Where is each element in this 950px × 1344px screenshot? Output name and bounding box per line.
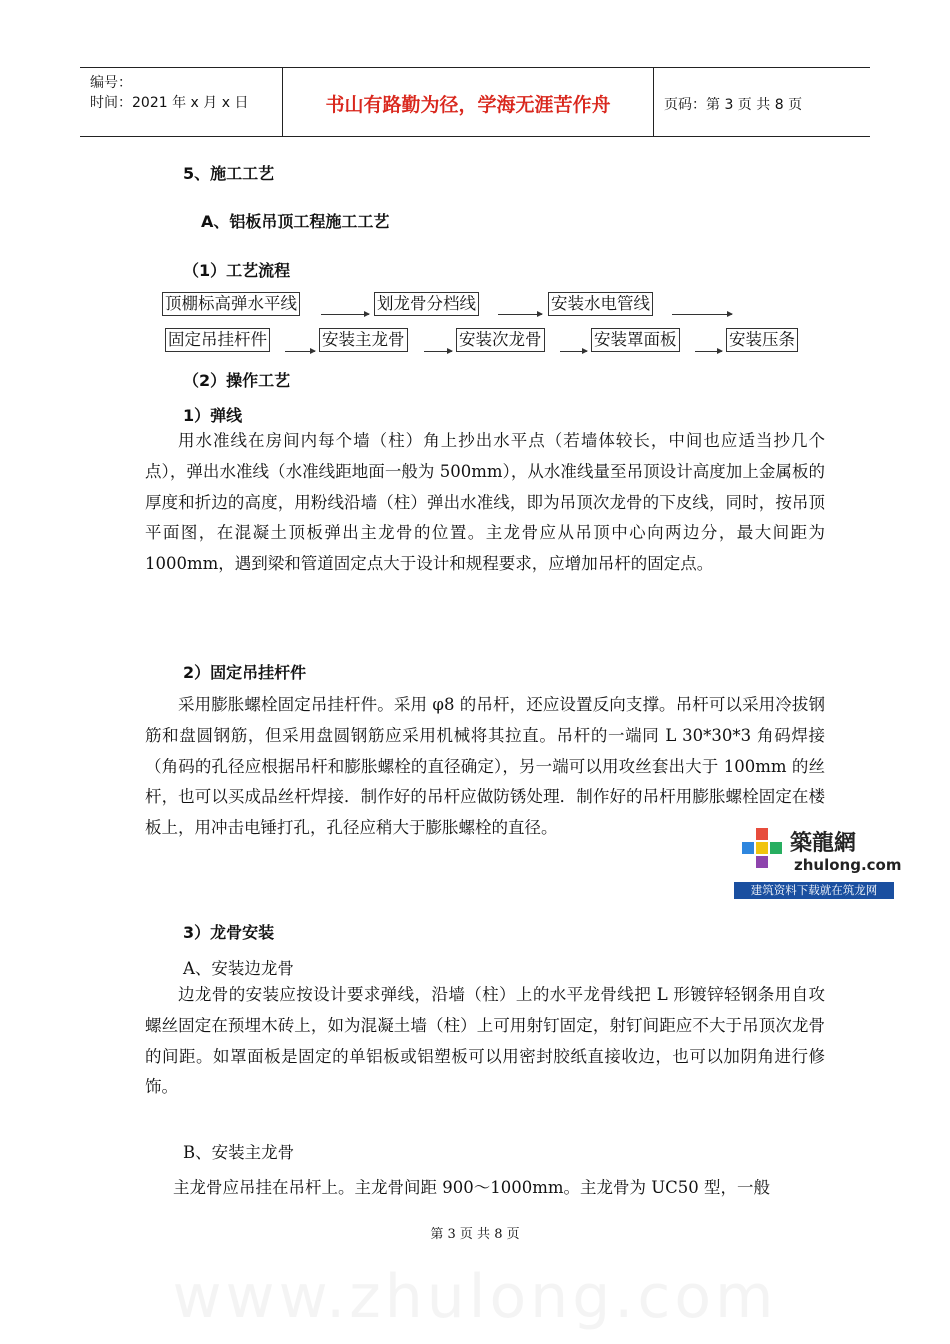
zhulong-logo bbox=[734, 822, 902, 900]
flow-step-4: 固定吊挂杆件 bbox=[165, 328, 270, 352]
step-heading-1: 1）弹线 bbox=[183, 406, 243, 425]
header-page-label: 页码：第 3 页 共 8 页 bbox=[664, 97, 803, 113]
flow-arrow bbox=[672, 314, 732, 315]
flow-heading: （1）工艺流程 bbox=[183, 261, 291, 280]
flow-arrow bbox=[560, 351, 587, 352]
document-header bbox=[80, 67, 870, 137]
header-meta-cell bbox=[80, 68, 283, 136]
flow-arrow bbox=[321, 314, 369, 315]
step-heading-3: 3）龙骨安装 bbox=[183, 923, 275, 942]
header-page-cell bbox=[654, 68, 870, 136]
section-heading: 5、施工工艺 bbox=[183, 164, 275, 183]
sub-heading-b: B、安装主龙骨 bbox=[183, 1143, 295, 1162]
subsection-heading: A、铝板吊顶工程施工工艺 bbox=[201, 212, 390, 231]
flow-step-8: 安装压条 bbox=[726, 328, 798, 352]
paragraph-2: 采用膨胀螺栓固定吊挂杆件。采用 φ8 的吊杆，还应设置反向支撑。吊杆可以采用冷拔钢筋和盘圆钢筋，但采用盘圆钢筋应采用机械将其拉直。吊杆的一端同 L 30*30*3 角码焊接（角码的孔径应根据吊杆和膨胀螺栓的直径确定），另一端可以用攻丝套出大于 100mm 的丝杆，也可以买成品丝杆焊接．制作好的吊杆应做防锈处理．制作好的吊杆用膨胀螺栓固定在楼板上，用冲击电锤打孔，孔径应稍大于膨胀螺栓的直径。 bbox=[145, 695, 825, 838]
header-motto: 书山有路勤为径，学海无涯苦作舟 bbox=[325, 94, 611, 116]
logo-cross-icon bbox=[734, 822, 790, 880]
flow-step-3: 安装水电管线 bbox=[548, 292, 653, 316]
watermark: www.zhulong.com bbox=[172, 1262, 778, 1332]
flow-arrow bbox=[695, 351, 722, 352]
flow-arrow bbox=[498, 314, 542, 315]
flow-step-1: 顶棚标高弹水平线 bbox=[162, 292, 300, 316]
flow-arrow bbox=[424, 351, 452, 352]
sub-heading-a: A、安装边龙骨 bbox=[183, 959, 294, 978]
paragraph-1: 用水准线在房间内每个墙（柱）角上抄出水平点（若墙体较长，中间也应适当抄几个点），弹出水准线（水准线距地面一般为 500mm），从水准线量至吊顶设计高度加上金属板的厚度和折边的高度，用粉线沿墙（柱）弹出水准线，即为吊顶次龙骨的下皮线，同时，按吊顶平面图，在混凝土顶板弹出主龙骨的位置。主龙骨应从吊顶中心向两边分，最大间距为 1000mm，遇到梁和管道固定点大于设计和规程要求，应增加吊杆的固定点。 bbox=[145, 431, 825, 574]
logo-en: zhulong.com bbox=[794, 856, 902, 874]
logo-slogan: 建筑资料下载就在筑龙网 bbox=[734, 882, 894, 899]
time-label: 时间：2021 年 x 月 x 日 bbox=[90, 95, 249, 111]
flow-step-2: 划龙骨分档线 bbox=[374, 292, 479, 316]
paragraph-3: 边龙骨的安装应按设计要求弹线，沿墙（柱）上的水平龙骨线把 L 形镀锌轻钢条用自攻螺丝固定在预埋木砖上，如为混凝土墙（柱）上可用射钉固定，射钉间距应不大于吊顶次龙骨的间距。如罩面板是固定的单铝板或铝塑板可以用密封胶纸直接收边，也可以加阴角进行修饰。 bbox=[145, 985, 825, 1097]
header-motto-cell bbox=[283, 68, 654, 136]
step-heading-2: 2）固定吊挂杆件 bbox=[183, 663, 307, 682]
flow-step-6: 安装次龙骨 bbox=[456, 328, 545, 352]
flow-arrow bbox=[285, 351, 315, 352]
page-footer: 第 3 页 共 8 页 bbox=[430, 1227, 520, 1242]
operation-heading: （2）操作工艺 bbox=[183, 371, 291, 390]
flow-step-5: 安装主龙骨 bbox=[319, 328, 408, 352]
code-label: 编号： bbox=[90, 75, 132, 91]
flow-step-7: 安装罩面板 bbox=[591, 328, 680, 352]
logo-cn: 築龍網 bbox=[790, 830, 857, 856]
paragraph-4: 主龙骨应吊挂在吊杆上。主龙骨间距 900～1000mm。主龙骨为 UC50 型，一般 bbox=[173, 1178, 771, 1197]
